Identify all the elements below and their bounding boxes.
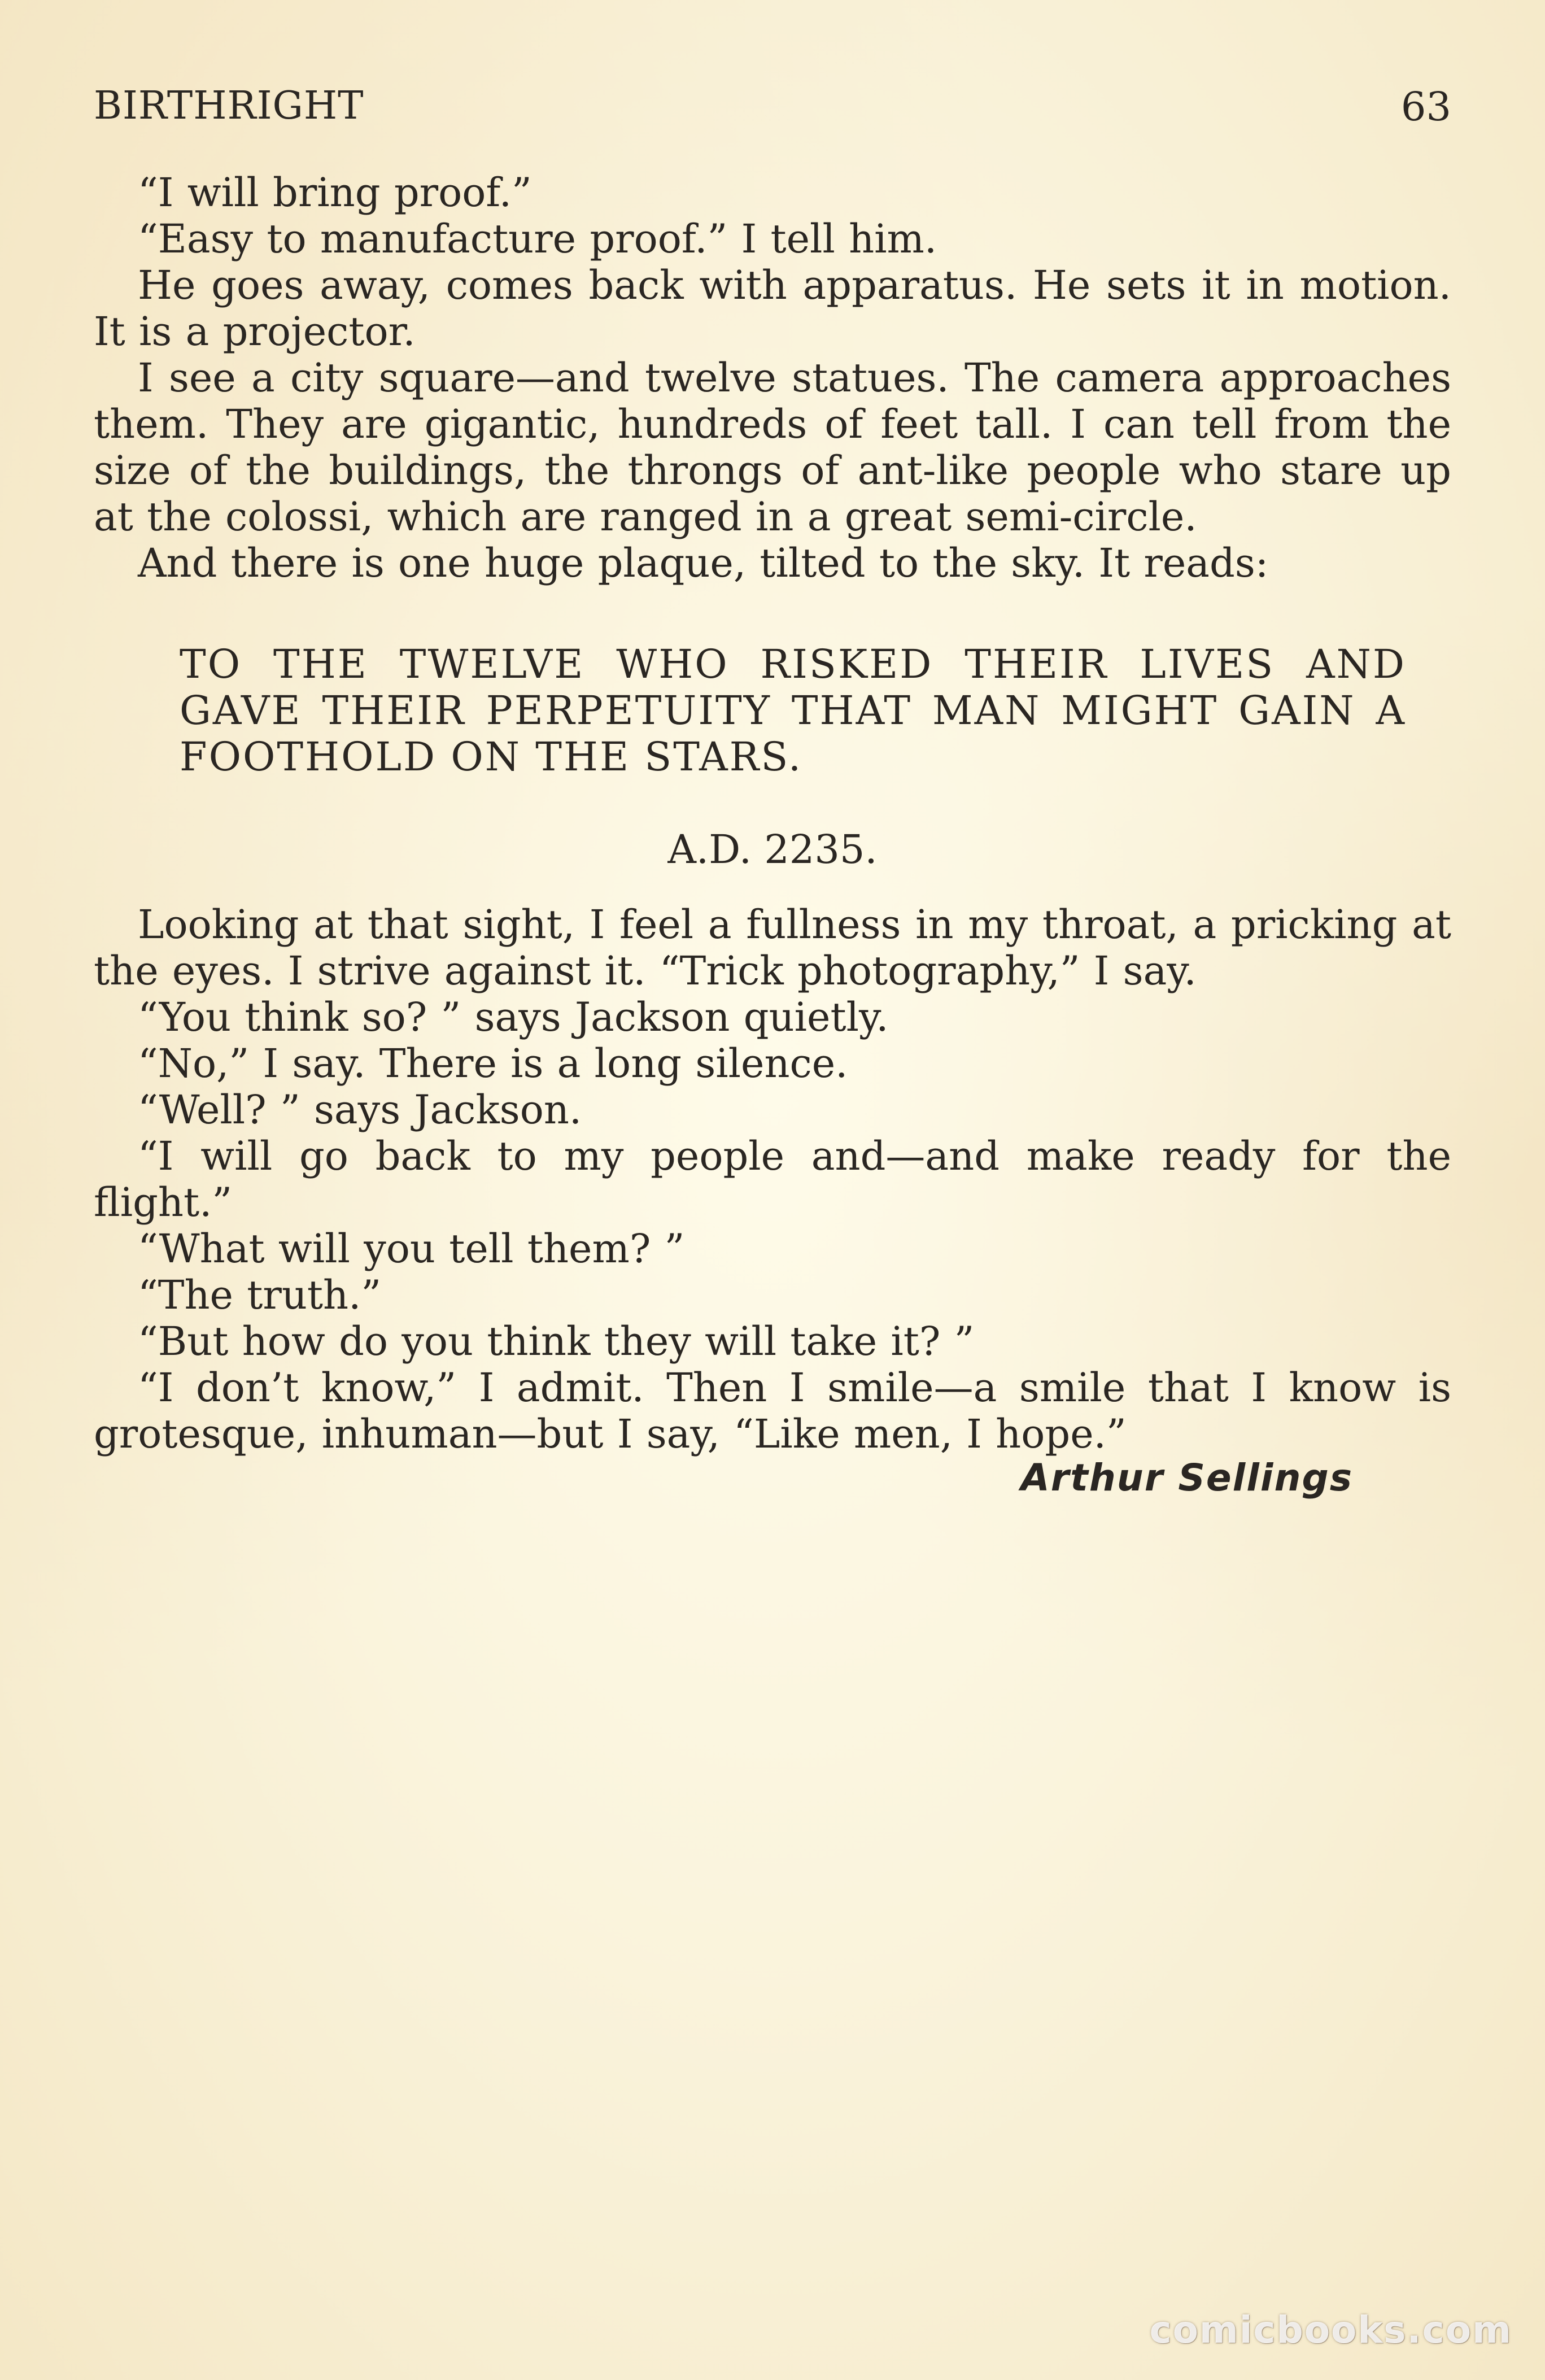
paragraph: “I will bring proof.” xyxy=(138,169,532,216)
paragraph: I see a city square—and twelve statues. The camera approaches them. They are gigantic, hundreds of feet tall. I can tell from the size of the buildings, the throngs of ant-like people who stare up at the colossi, which are ranged in a great semi-circle. xyxy=(94,355,1451,540)
running-head: BIRTHRIGHT xyxy=(94,84,364,128)
page-number: 63 xyxy=(1400,84,1451,130)
paragraph: “I don’t know,” I admit. Then I smile—a smile that I know is grotesque, inhuman—but I say, “Like men, I hope.” xyxy=(94,1365,1451,1457)
paragraph: And there is one huge plaque, tilted to the sky. It reads: xyxy=(138,540,1269,586)
plaque-date: A.D. 2235. xyxy=(667,826,878,873)
paragraph: “I will go back to my people and—and make ready for the flight.” xyxy=(94,1133,1451,1226)
paragraph: “What will you tell them? ” xyxy=(138,1226,685,1272)
body-text-lower xyxy=(94,901,1451,1457)
paragraph: “You think so? ” says Jackson quietly. xyxy=(138,994,889,1040)
paragraph: “No,” I say. There is a long silence. xyxy=(138,1040,848,1087)
paragraph: He goes away, comes back with apparatus. He sets it in motion. It is a projector. xyxy=(94,262,1451,355)
page-header xyxy=(94,84,1451,140)
paragraph: “The truth.” xyxy=(138,1272,382,1318)
paragraph: “Well? ” says Jackson. xyxy=(138,1087,582,1133)
paragraph: “Easy to manufacture proof.” I tell him. xyxy=(138,216,937,262)
paragraph: Looking at that sight, I feel a fullness in my throat, a pricking at the eyes. I strive against it. “Trick photography,” I say. xyxy=(94,901,1451,994)
watermark: comicbooks.com xyxy=(1149,2308,1512,2352)
plaque-inscription: TO THE TWELVE WHO RISKED THEIR LIVES AND GAVE THEIR PERPETUITY THAT MAN MIGHT GAIN A FOOTHOLD ON THE STARS. xyxy=(180,641,1406,780)
paragraph: “But how do you think they will take it? ” xyxy=(138,1318,975,1365)
author-signature: Arthur Sellings xyxy=(1020,1456,1353,1500)
body-text-upper xyxy=(94,169,1451,586)
